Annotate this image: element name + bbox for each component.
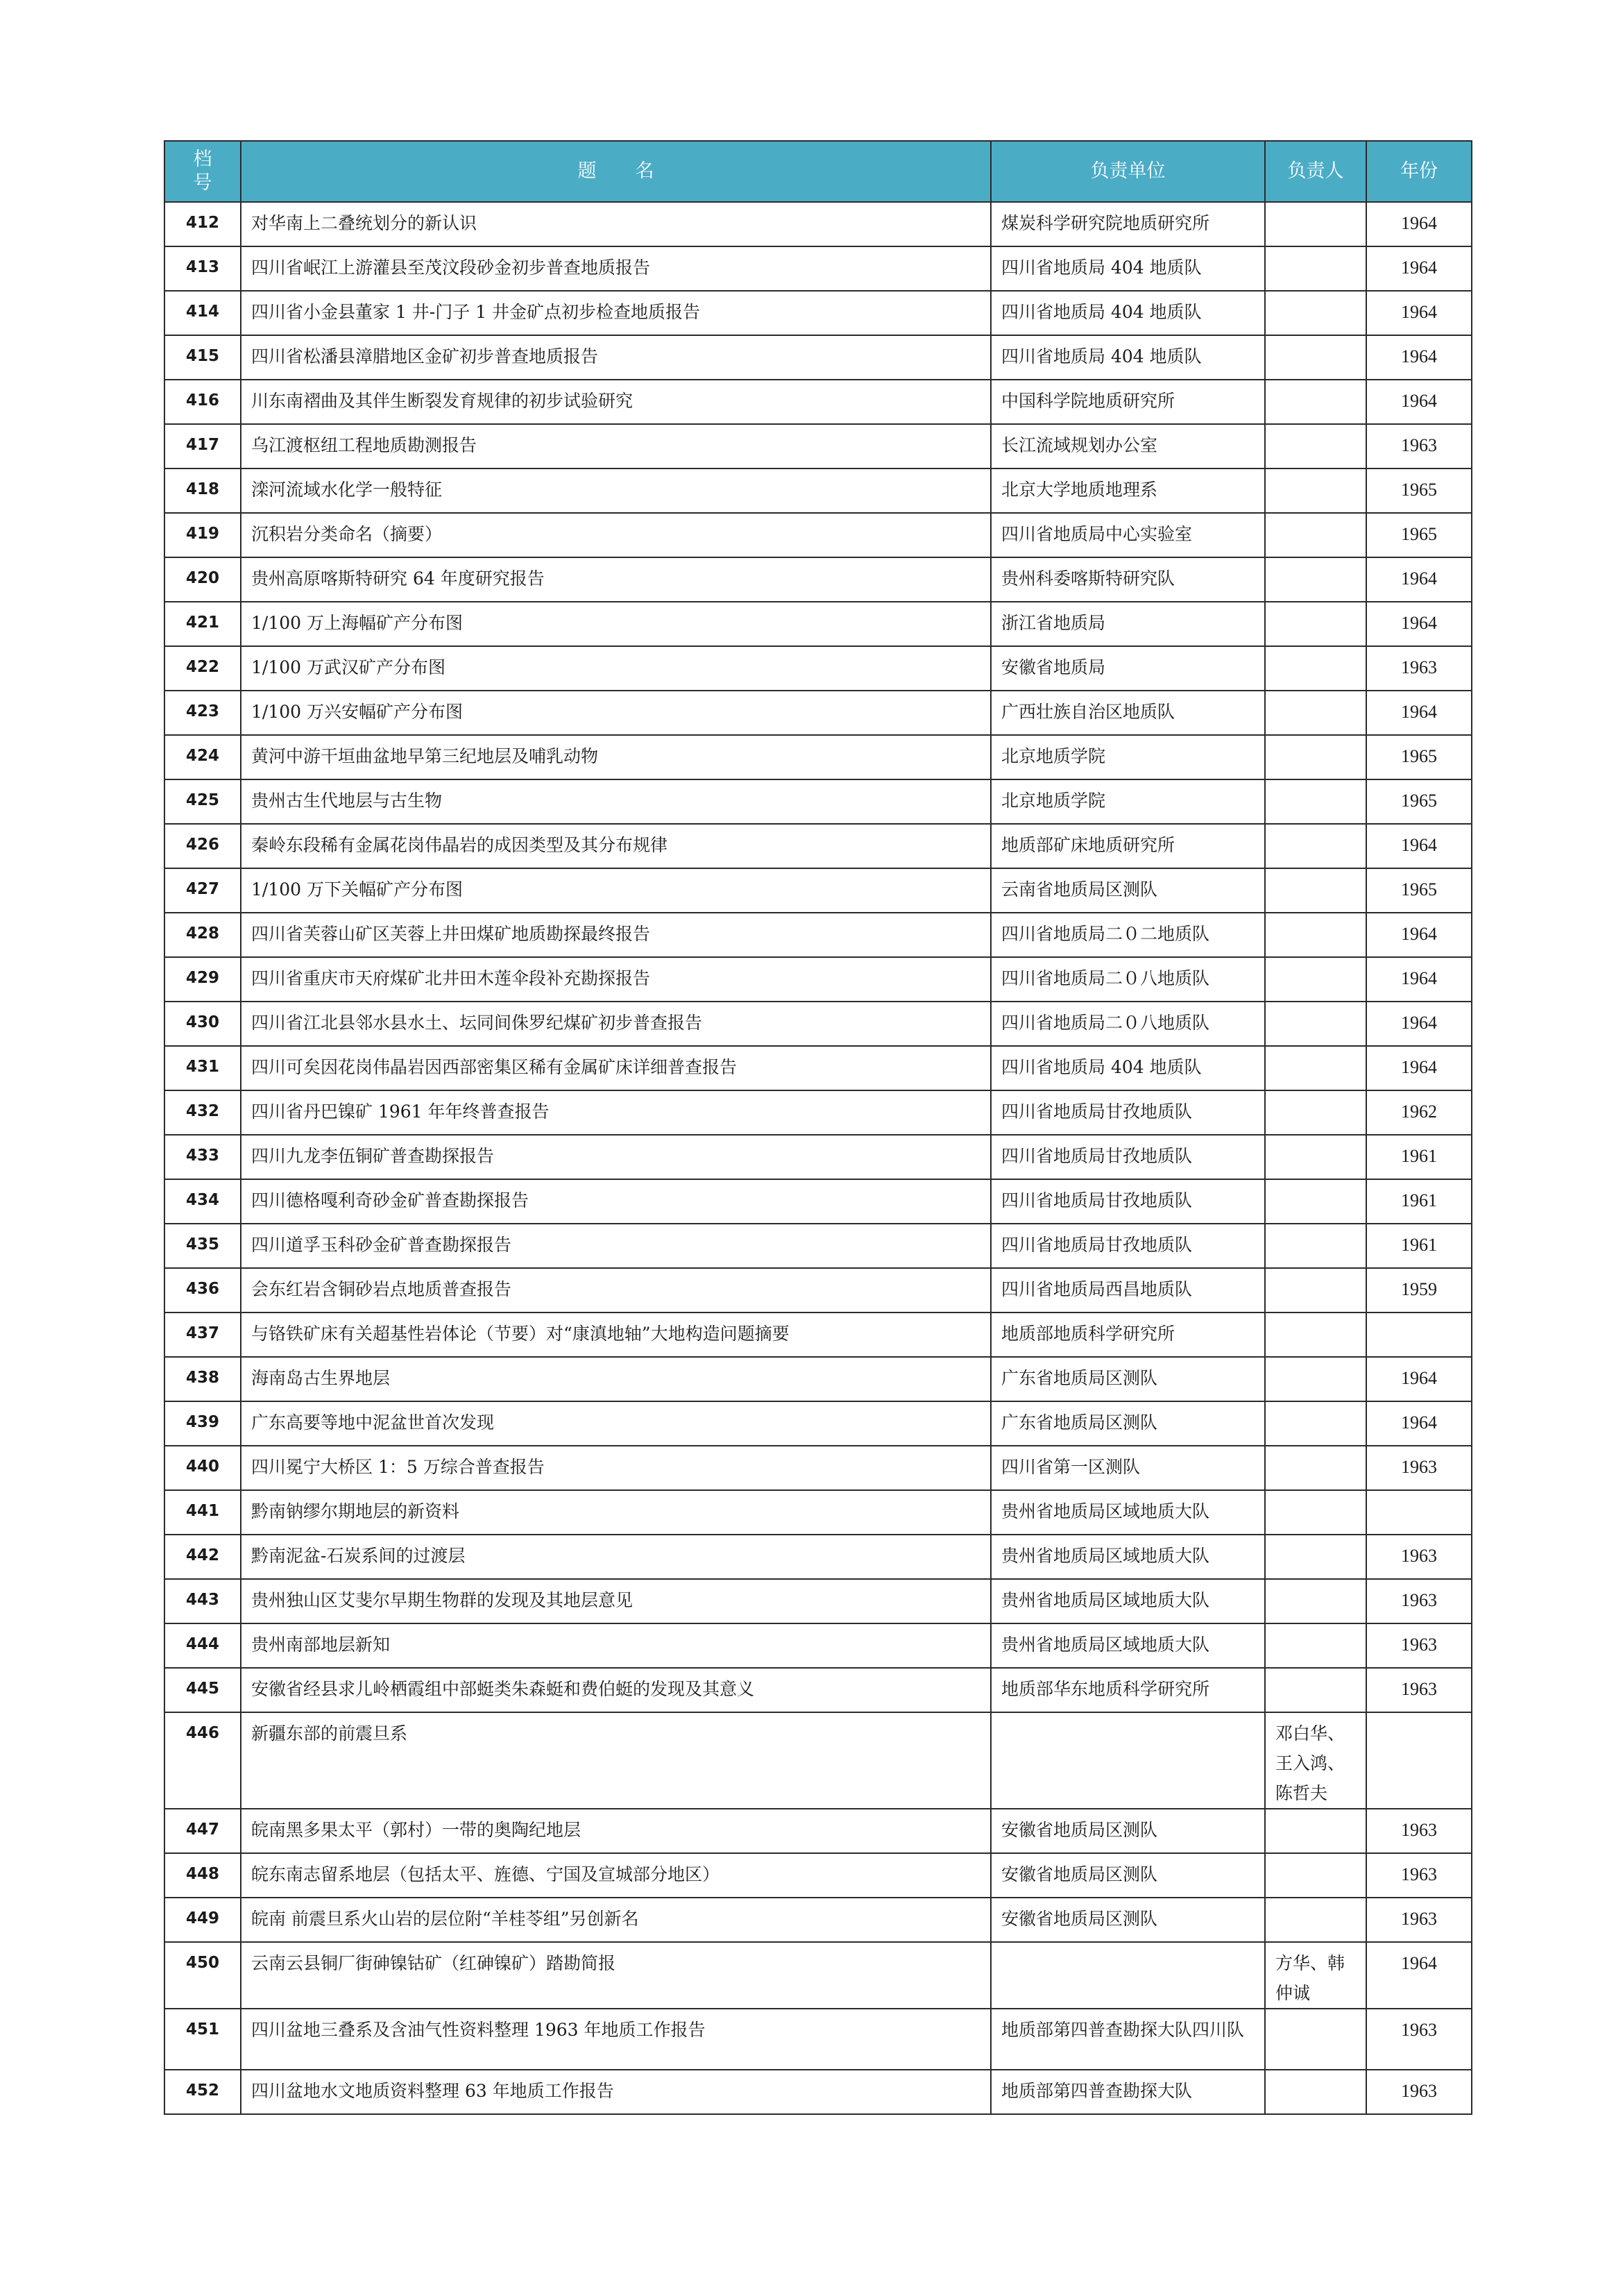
table-row [164, 868, 1472, 913]
year-cell: 1965 [1366, 513, 1472, 557]
title-cell: 川东南褶曲及其伴生断裂发育规律的初步试验研究 [241, 380, 991, 424]
responsible-person-cell [1265, 1046, 1366, 1090]
archive-number-cell: 426 [164, 824, 241, 868]
responsible-unit-cell: 贵州科委喀斯特研究队 [991, 557, 1265, 602]
responsible-person-cell [1265, 2070, 1366, 2114]
archive-number-cell: 416 [164, 380, 241, 424]
table-row [164, 957, 1472, 1002]
header-num-line2: 号 [193, 172, 212, 194]
title-cell: 皖南 前震旦系火山岩的层位附“羊桂苓组”另创新名 [241, 1898, 991, 1942]
responsible-person-cell [1265, 513, 1366, 557]
archive-number-cell: 437 [164, 1312, 241, 1357]
responsible-person-cell [1265, 1579, 1366, 1623]
archive-number-cell: 434 [164, 1179, 241, 1224]
archive-number-cell: 423 [164, 691, 241, 735]
year-cell: 1961 [1366, 1224, 1472, 1268]
year-cell: 1965 [1366, 735, 1472, 779]
archive-number-cell: 431 [164, 1046, 241, 1090]
year-cell: 1964 [1366, 246, 1472, 291]
archive-number-cell: 421 [164, 602, 241, 646]
title-cell: 四川冕宁大桥区 1：5 万综合普查报告 [241, 1446, 991, 1490]
archive-number-cell: 420 [164, 557, 241, 602]
title-cell: 四川省岷江上游灌县至茂汶段砂金初步普查地质报告 [241, 246, 991, 291]
title-cell: 四川省江北县邻水县水土、坛同间侏罗纪煤矿初步普查报告 [241, 1002, 991, 1046]
archive-number-cell: 450 [164, 1942, 241, 2009]
archive-number-cell: 444 [164, 1623, 241, 1668]
table-row [164, 1046, 1472, 1090]
responsible-unit-cell: 地质部第四普查勘探大队四川队 [991, 2009, 1265, 2070]
year-cell: 1963 [1366, 1446, 1472, 1490]
responsible-unit-cell: 贵州省地质局区域地质大队 [991, 1623, 1265, 1668]
responsible-unit-cell: 四川省地质局中心实验室 [991, 513, 1265, 557]
table-row [164, 1090, 1472, 1135]
title-cell: 海南岛古生界地层 [241, 1357, 991, 1401]
responsible-unit-cell: 安徽省地质局区测队 [991, 1853, 1265, 1898]
table-body [164, 202, 1472, 2114]
table-row [164, 1179, 1472, 1224]
title-cell: 四川省芙蓉山矿区芙蓉上井田煤矿地质勘探最终报告 [241, 913, 991, 957]
responsible-unit-cell: 北京地质学院 [991, 735, 1265, 779]
year-cell: 1963 [1366, 1853, 1472, 1898]
year-cell: 1964 [1366, 1357, 1472, 1401]
year-cell: 1962 [1366, 1090, 1472, 1135]
responsible-unit-cell: 地质部华东地质科学研究所 [991, 1668, 1265, 1712]
header-responsible-unit: 负责单位 [991, 141, 1265, 202]
archive-number-cell: 425 [164, 779, 241, 824]
table-row [164, 824, 1472, 868]
header-num-line1: 档 [193, 149, 212, 170]
archive-number-cell: 422 [164, 646, 241, 691]
table-row [164, 1268, 1472, 1312]
responsible-unit-cell: 四川省地质局甘孜地质队 [991, 1179, 1265, 1224]
table-row [164, 646, 1472, 691]
responsible-person-cell [1265, 202, 1366, 246]
responsible-unit-cell: 四川省地质局 404 地质队 [991, 335, 1265, 380]
archive-number-cell: 427 [164, 868, 241, 913]
responsible-unit-cell: 贵州省地质局区域地质大队 [991, 1490, 1265, 1535]
responsible-person-cell [1265, 1898, 1366, 1942]
header-title-char2: 名 [635, 160, 654, 182]
table-row [164, 1535, 1472, 1579]
title-cell: 1/100 万下关幅矿产分布图 [241, 868, 991, 913]
table-row [164, 691, 1472, 735]
year-cell: 1963 [1366, 646, 1472, 691]
table-row [164, 1623, 1472, 1668]
archive-number-cell: 413 [164, 246, 241, 291]
title-cell: 皖南黑多果太平（郭村）一带的奥陶纪地层 [241, 1809, 991, 1853]
responsible-unit-cell: 四川省地质局甘孜地质队 [991, 1224, 1265, 1268]
year-cell: 1963 [1366, 2009, 1472, 2070]
responsible-unit-cell: 四川省地质局 404 地质队 [991, 1046, 1265, 1090]
table-row [164, 1668, 1472, 1712]
title-cell: 四川九龙李伍铜矿普查勘探报告 [241, 1135, 991, 1179]
header-year: 年份 [1366, 141, 1472, 202]
responsible-person-cell [1265, 1090, 1366, 1135]
table-row [164, 1002, 1472, 1046]
year-cell: 1961 [1366, 1135, 1472, 1179]
year-cell: 1964 [1366, 1401, 1472, 1446]
archive-number-cell: 438 [164, 1357, 241, 1401]
archive-number-cell: 412 [164, 202, 241, 246]
responsible-unit-cell: 北京地质学院 [991, 779, 1265, 824]
year-cell: 1963 [1366, 1668, 1472, 1712]
title-cell: 1/100 万武汉矿产分布图 [241, 646, 991, 691]
table-row [164, 469, 1472, 513]
title-cell: 与铬铁矿床有关超基性岩体论（节要）对“康滇地轴”大地构造问题摘要 [241, 1312, 991, 1357]
title-cell: 四川盆地水文地质资料整理 63 年地质工作报告 [241, 2070, 991, 2114]
table-row [164, 1490, 1472, 1535]
year-cell: 1964 [1366, 602, 1472, 646]
responsible-person-cell [1265, 868, 1366, 913]
table-row [164, 1712, 1472, 1809]
responsible-person-cell: 邓白华、王入鸿、陈哲夫 [1265, 1712, 1366, 1809]
header-archive-number [164, 141, 241, 202]
responsible-person-cell [1265, 1853, 1366, 1898]
responsible-person-cell [1265, 1809, 1366, 1853]
responsible-person-cell [1265, 1401, 1366, 1446]
responsible-person-cell [1265, 557, 1366, 602]
archive-catalog-table [164, 140, 1472, 2115]
archive-number-cell: 424 [164, 735, 241, 779]
responsible-person-cell [1265, 291, 1366, 335]
year-cell: 1965 [1366, 469, 1472, 513]
year-cell: 1963 [1366, 2070, 1472, 2114]
title-cell: 四川德格嘎利奇砂金矿普查勘探报告 [241, 1179, 991, 1224]
title-cell: 秦岭东段稀有金属花岗伟晶岩的成因类型及其分布规律 [241, 824, 991, 868]
table-row [164, 735, 1472, 779]
archive-number-cell: 433 [164, 1135, 241, 1179]
responsible-unit-cell: 云南省地质局区测队 [991, 868, 1265, 913]
title-cell: 四川省小金县董家 1 井-门子 1 井金矿点初步检查地质报告 [241, 291, 991, 335]
archive-number-cell: 415 [164, 335, 241, 380]
responsible-person-cell [1265, 1357, 1366, 1401]
table-row [164, 246, 1472, 291]
responsible-person-cell [1265, 469, 1366, 513]
title-cell: 1/100 万兴安幅矿产分布图 [241, 691, 991, 735]
archive-number-cell: 447 [164, 1809, 241, 1853]
title-cell: 四川省松潘县漳腊地区金矿初步普查地质报告 [241, 335, 991, 380]
table-row [164, 1401, 1472, 1446]
year-cell: 1964 [1366, 202, 1472, 246]
year-cell: 1963 [1366, 1809, 1472, 1853]
responsible-unit-cell: 贵州省地质局区域地质大队 [991, 1535, 1265, 1579]
responsible-person-cell [1265, 691, 1366, 735]
archive-number-cell: 414 [164, 291, 241, 335]
archive-number-cell: 445 [164, 1668, 241, 1712]
table-row [164, 380, 1472, 424]
responsible-unit-cell: 煤炭科学研究院地质研究所 [991, 202, 1265, 246]
title-cell: 1/100 万上海幅矿产分布图 [241, 602, 991, 646]
table-header-row [164, 141, 1472, 202]
year-cell: 1964 [1366, 1942, 1472, 2009]
responsible-unit-cell: 四川省地质局西昌地质队 [991, 1268, 1265, 1312]
responsible-person-cell [1265, 646, 1366, 691]
responsible-person-cell [1265, 380, 1366, 424]
year-cell: 1963 [1366, 1898, 1472, 1942]
responsible-person-cell [1265, 246, 1366, 291]
year-cell [1366, 1490, 1472, 1535]
table-row [164, 1942, 1472, 2009]
responsible-person-cell [1265, 1490, 1366, 1535]
responsible-unit-cell: 地质部矿床地质研究所 [991, 824, 1265, 868]
archive-number-cell: 443 [164, 1579, 241, 1623]
archive-number-cell: 417 [164, 424, 241, 469]
responsible-unit-cell: 安徽省地质局区测队 [991, 1809, 1265, 1853]
year-cell: 1963 [1366, 1535, 1472, 1579]
responsible-unit-cell: 广东省地质局区测队 [991, 1401, 1265, 1446]
title-cell: 黔南泥盆-石炭系间的过渡层 [241, 1535, 991, 1579]
responsible-unit-cell: 贵州省地质局区域地质大队 [991, 1579, 1265, 1623]
title-cell: 贵州独山区艾斐尔早期生物群的发现及其地层意见 [241, 1579, 991, 1623]
year-cell: 1964 [1366, 291, 1472, 335]
responsible-person-cell [1265, 957, 1366, 1002]
title-cell: 滦河流域水化学一般特征 [241, 469, 991, 513]
year-cell: 1964 [1366, 1002, 1472, 1046]
table-row [164, 1809, 1472, 1853]
year-cell: 1964 [1366, 380, 1472, 424]
table-row [164, 1579, 1472, 1623]
title-cell: 云南云县铜厂街砷镍钴矿（红砷镍矿）踏勘简报 [241, 1942, 991, 2009]
archive-number-cell: 446 [164, 1712, 241, 1809]
responsible-person-cell [1265, 1668, 1366, 1712]
year-cell: 1961 [1366, 1179, 1472, 1224]
archive-number-cell: 441 [164, 1490, 241, 1535]
title-cell: 黄河中游干垣曲盆地早第三纪地层及哺乳动物 [241, 735, 991, 779]
archive-number-cell: 442 [164, 1535, 241, 1579]
archive-number-cell: 439 [164, 1401, 241, 1446]
title-cell: 会东红岩含铜砂岩点地质普查报告 [241, 1268, 991, 1312]
archive-number-cell: 432 [164, 1090, 241, 1135]
responsible-person-cell [1265, 1179, 1366, 1224]
title-cell: 乌江渡枢纽工程地质勘测报告 [241, 424, 991, 469]
table-row [164, 2009, 1472, 2070]
year-cell: 1963 [1366, 1623, 1472, 1668]
archive-number-cell: 428 [164, 913, 241, 957]
year-cell: 1963 [1366, 424, 1472, 469]
archive-number-cell: 430 [164, 1002, 241, 1046]
year-cell [1366, 1312, 1472, 1357]
table-row [164, 1357, 1472, 1401]
title-cell: 广东高要等地中泥盆世首次发现 [241, 1401, 991, 1446]
responsible-person-cell [1265, 1623, 1366, 1668]
header-title [241, 141, 991, 202]
title-cell: 四川可矣因花岗伟晶岩因西部密集区稀有金属矿床详细普查报告 [241, 1046, 991, 1090]
title-cell: 四川道孚玉科砂金矿普查勘探报告 [241, 1224, 991, 1268]
year-cell [1366, 1712, 1472, 1809]
title-cell: 皖东南志留系地层（包括太平、旌德、宁国及宣城部分地区） [241, 1853, 991, 1898]
responsible-unit-cell: 四川省地质局 404 地质队 [991, 246, 1265, 291]
year-cell: 1964 [1366, 557, 1472, 602]
archive-number-cell: 452 [164, 2070, 241, 2114]
year-cell: 1964 [1366, 913, 1472, 957]
responsible-person-cell [1265, 424, 1366, 469]
responsible-unit-cell: 安徽省地质局区测队 [991, 1898, 1265, 1942]
title-cell: 贵州古生代地层与古生物 [241, 779, 991, 824]
archive-number-cell: 451 [164, 2009, 241, 2070]
responsible-unit-cell: 广东省地质局区测队 [991, 1357, 1265, 1401]
title-cell: 贵州高原喀斯特研究 64 年度研究报告 [241, 557, 991, 602]
table-row [164, 913, 1472, 957]
header-responsible-person: 负责人 [1265, 141, 1366, 202]
responsible-person-cell [1265, 913, 1366, 957]
year-cell: 1964 [1366, 335, 1472, 380]
responsible-unit-cell: 地质部第四普查勘探大队 [991, 2070, 1265, 2114]
responsible-person-cell [1265, 1135, 1366, 1179]
table-row [164, 1224, 1472, 1268]
responsible-unit-cell: 四川省第一区测队 [991, 1446, 1265, 1490]
title-cell: 对华南上二叠统划分的新认识 [241, 202, 991, 246]
table-row [164, 1135, 1472, 1179]
responsible-unit-cell: 北京大学地质地理系 [991, 469, 1265, 513]
responsible-unit-cell: 广西壮族自治区地质队 [991, 691, 1265, 735]
title-cell: 沉积岩分类命名（摘要） [241, 513, 991, 557]
responsible-unit-cell: 中国科学院地质研究所 [991, 380, 1265, 424]
title-cell: 黔南钠缪尔期地层的新资料 [241, 1490, 991, 1535]
responsible-unit-cell: 长江流域规划办公室 [991, 424, 1265, 469]
archive-number-cell: 440 [164, 1446, 241, 1490]
year-cell: 1965 [1366, 868, 1472, 913]
responsible-unit-cell [991, 1942, 1265, 2009]
table-row [164, 602, 1472, 646]
responsible-person-cell [1265, 1312, 1366, 1357]
responsible-person-cell [1265, 1446, 1366, 1490]
responsible-unit-cell: 四川省地质局甘孜地质队 [991, 1135, 1265, 1179]
table-row [164, 335, 1472, 380]
responsible-unit-cell: 四川省地质局二０八地质队 [991, 957, 1265, 1002]
responsible-person-cell [1265, 1224, 1366, 1268]
table-row [164, 557, 1472, 602]
archive-number-cell: 449 [164, 1898, 241, 1942]
table-row [164, 291, 1472, 335]
responsible-unit-cell: 安徽省地质局 [991, 646, 1265, 691]
title-cell: 安徽省经县求儿岭栖霞组中部蜓类朱森蜓和费伯蜓的发现及其意义 [241, 1668, 991, 1712]
archive-number-cell: 419 [164, 513, 241, 557]
year-cell: 1963 [1366, 1579, 1472, 1623]
responsible-person-cell [1265, 735, 1366, 779]
responsible-unit-cell: 四川省地质局二０二地质队 [991, 913, 1265, 957]
table-row [164, 2070, 1472, 2114]
table-row [164, 424, 1472, 469]
archive-number-cell: 435 [164, 1224, 241, 1268]
responsible-unit-cell: 四川省地质局二０八地质队 [991, 1002, 1265, 1046]
header-title-char1: 题 [577, 160, 597, 182]
table-row [164, 1446, 1472, 1490]
title-cell: 四川省重庆市天府煤矿北井田木莲伞段补充勘探报告 [241, 957, 991, 1002]
table-row [164, 1898, 1472, 1942]
responsible-person-cell [1265, 824, 1366, 868]
responsible-person-cell [1265, 1268, 1366, 1312]
title-cell: 新疆东部的前震旦系 [241, 1712, 991, 1809]
year-cell: 1964 [1366, 824, 1472, 868]
responsible-person-cell [1265, 2009, 1366, 2070]
responsible-person-cell [1265, 602, 1366, 646]
archive-number-cell: 436 [164, 1268, 241, 1312]
responsible-person-cell [1265, 1535, 1366, 1579]
responsible-unit-cell: 四川省地质局甘孜地质队 [991, 1090, 1265, 1135]
year-cell: 1964 [1366, 1046, 1472, 1090]
responsible-person-cell [1265, 335, 1366, 380]
responsible-unit-cell: 浙江省地质局 [991, 602, 1265, 646]
title-cell: 四川盆地三叠系及含油气性资料整理 1963 年地质工作报告 [241, 2009, 991, 2070]
archive-number-cell: 448 [164, 1853, 241, 1898]
responsible-unit-cell: 四川省地质局 404 地质队 [991, 291, 1265, 335]
table-row [164, 1312, 1472, 1357]
responsible-unit-cell [991, 1712, 1265, 1809]
year-cell: 1959 [1366, 1268, 1472, 1312]
table-row [164, 513, 1472, 557]
year-cell: 1964 [1366, 691, 1472, 735]
responsible-unit-cell: 地质部地质科学研究所 [991, 1312, 1265, 1357]
table-row [164, 202, 1472, 246]
year-cell: 1965 [1366, 779, 1472, 824]
title-cell: 贵州南部地层新知 [241, 1623, 991, 1668]
archive-number-cell: 429 [164, 957, 241, 1002]
responsible-person-cell: 方华、韩仲诚 [1265, 1942, 1366, 2009]
responsible-person-cell [1265, 779, 1366, 824]
responsible-person-cell [1265, 1002, 1366, 1046]
table-row [164, 1853, 1472, 1898]
title-cell: 四川省丹巴镍矿 1961 年年终普查报告 [241, 1090, 991, 1135]
table-row [164, 779, 1472, 824]
year-cell: 1964 [1366, 957, 1472, 1002]
archive-number-cell: 418 [164, 469, 241, 513]
